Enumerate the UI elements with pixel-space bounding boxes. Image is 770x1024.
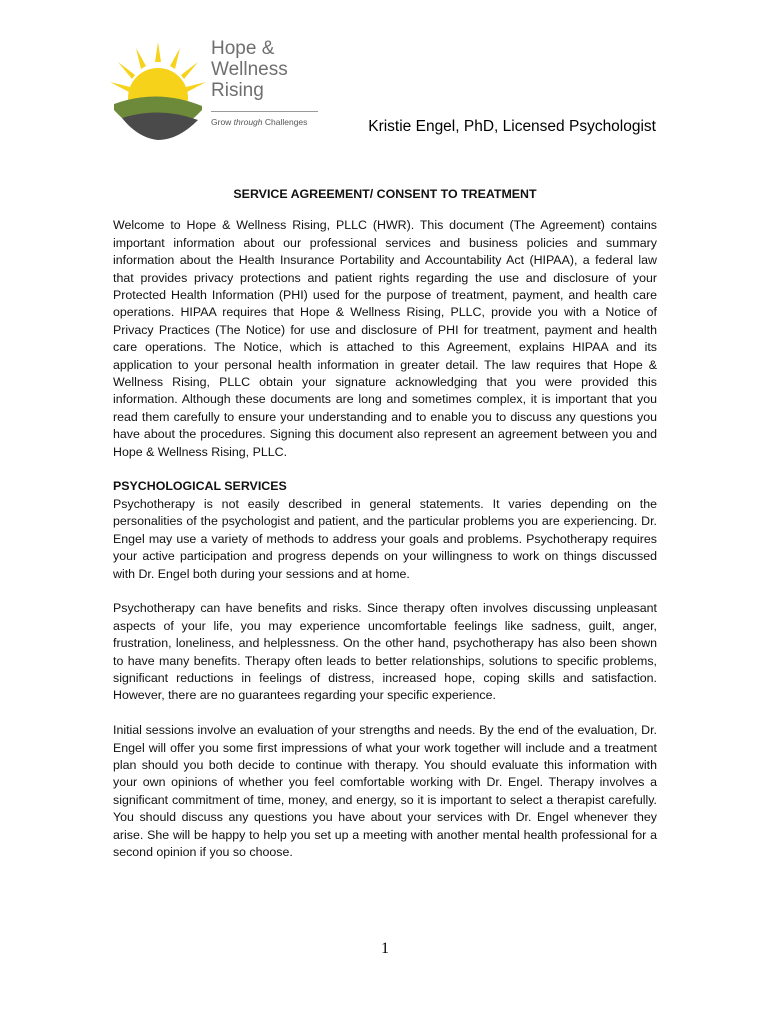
brand-tagline: Grow through Challenges [211, 117, 308, 127]
document-title: SERVICE AGREEMENT/ CONSENT TO TREATMENT [233, 187, 537, 201]
brand-name-line: Hope & [211, 38, 275, 59]
brand-name-line: Rising [211, 80, 264, 101]
section-heading: PSYCHOLOGICAL SERVICES [113, 479, 287, 494]
brand-divider [211, 111, 318, 112]
intro-paragraph: Welcome to Hope & Wellness Rising, PLLC (HWR). This document (The Agreement) contains important information about our professional services and business policies and summary information about the Health Insurance Portability and Accountability Act (HIPAA), a federal law that provides privacy protections and patient rights regarding the use and disclosure of your Protected Health Information (PHI) used for the purpose of treatment, payment, and health care operations. HIPAA requires that Hope & Wellness Rising, PLLC, provide you with a Notice of Privacy Practices (The Notice) for use and disclosure of PHI for treatment, payment and health care operations. The Notice, which is attached to this Agreement, explains HIPAA and its application to your personal health information in greater detail. The law requires that Hope & Wellness Rising, PLLC obtain your signature acknowledging that you were provided this information. Although these documents are long and sometimes complex, it is important that you read them carefully to ensure your understanding and to enable you to discuss any questions you have about the procedures. Signing this document also represent an agreement between you and Hope & Wellness Rising, PLLC. [113, 218, 657, 459]
body-paragraph: Psychotherapy is not easily described in general statements. It varies depending on the personalities of the psychologist and patient, and the particular problems you are experiencing. Dr. Engel may use a variety of methods to address your goals and problems. Psychotherapy requires your active participation and progress depends on your willingness to work on things discussed with Dr. Engel both during your sessions and at home. [113, 496, 657, 581]
body-paragraph: Initial sessions involve an evaluation of your strengths and needs. By the end of the evaluation, Dr. Engel will offer you some first impressions of what your work together will include and a treatment plan should you both decide to continue with therapy. You should evaluate this information with your own opinions of whether you feel comfortable working with Dr. Engel. Therapy involves a significant commitment of time, money, and energy, so it is important to select a therapist carefully. You should discuss any questions you have about your services with Dr. Engel whenever they arise. She will be happy to help you set up a meeting with another mental health professional for a second opinion if you so choose. [113, 723, 657, 859]
document-body [113, 186, 657, 879]
brand-name [211, 38, 321, 101]
practitioner-name: Kristie Engel, PhD, Licensed Psychologist [368, 118, 656, 135]
body-paragraph: Psychotherapy can have benefits and risks. Since therapy often involves discussing unpleasant aspects of your life, you may experience uncomfortable feelings like sadness, guilt, anger, frustration, loneliness, and helplessness. On the other hand, psychotherapy has also been shown to have many benefits. Therapy often leads to better relationships, solutions to specific problems, significant reductions in feelings of distress, increased hope, coping skills and satisfaction. However, there are no guarantees regarding your specific experience. [113, 601, 657, 703]
brand-logo [108, 30, 323, 142]
sun-hills-icon [108, 40, 208, 140]
brand-name-line: Wellness [211, 59, 288, 80]
page-number: 1 [381, 940, 389, 957]
